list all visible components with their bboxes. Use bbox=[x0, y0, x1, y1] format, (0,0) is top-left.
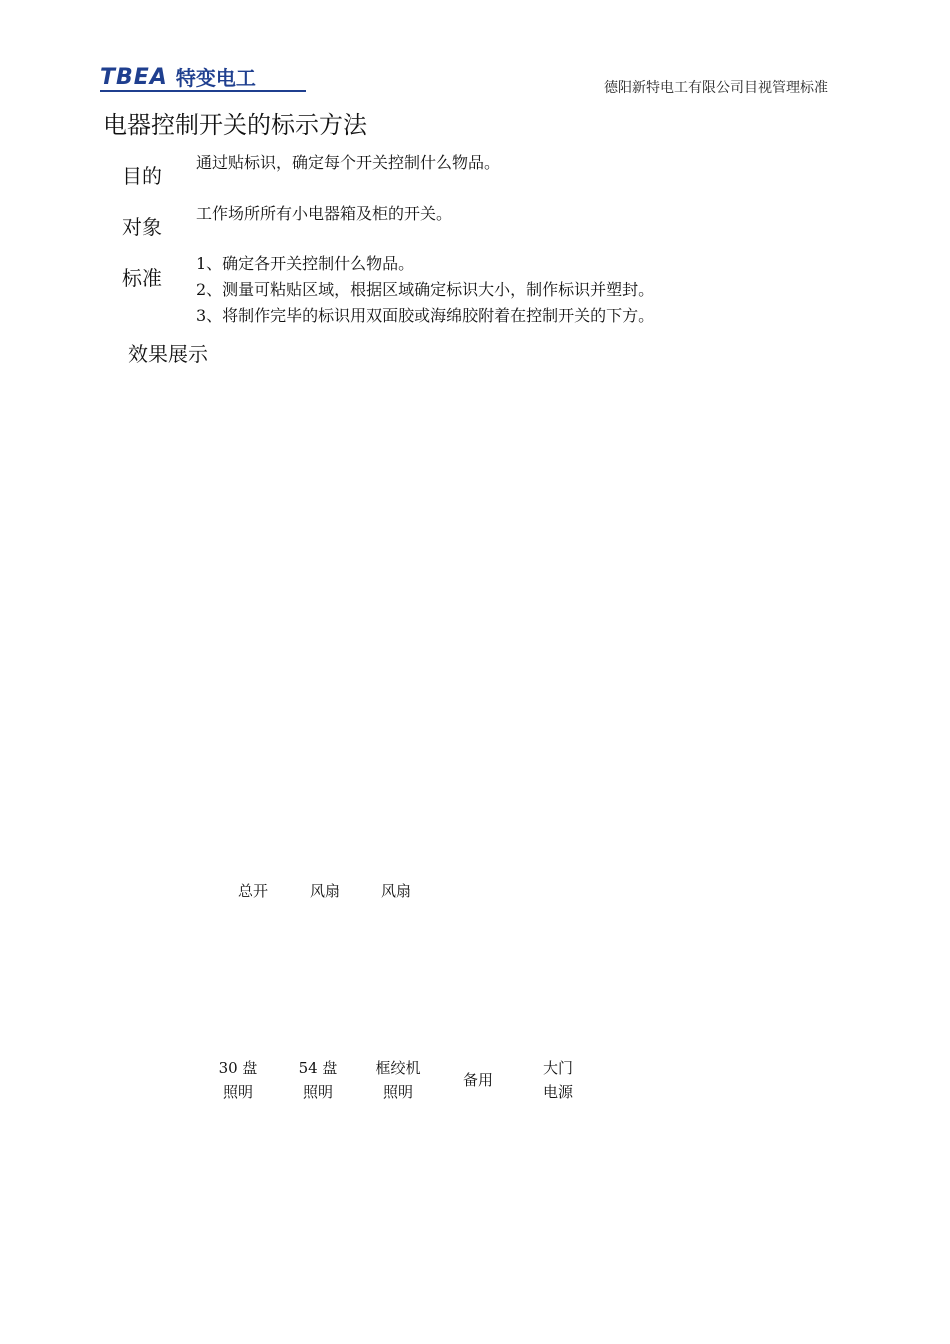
switch-label-gate-line1: 大门 bbox=[542, 1059, 573, 1077]
section-text-object bbox=[196, 201, 452, 227]
logo-underline bbox=[100, 90, 306, 92]
standard-line-3: 3、将制作完毕的标识用双面胶或海绵胶附着在控制开关的下方。 bbox=[196, 306, 655, 325]
switch-label-54-lighting bbox=[278, 1056, 358, 1104]
switch-label-frame-lighting bbox=[358, 1056, 438, 1104]
section-label-standard: 标准 bbox=[122, 266, 162, 290]
switch-label-54-line1: 54 盘 bbox=[298, 1059, 338, 1077]
company-logo bbox=[100, 66, 306, 90]
switch-label-gate-power bbox=[518, 1056, 598, 1104]
section-label-object: 对象 bbox=[122, 215, 162, 239]
switch-label-spare bbox=[438, 1068, 518, 1092]
section-label-purpose: 目的 bbox=[122, 164, 162, 188]
switch-label-spare-line1: 备用 bbox=[462, 1071, 493, 1089]
switch-label-30-line2: 照明 bbox=[222, 1083, 253, 1101]
logo-cjk-text: 特变电工 bbox=[175, 66, 256, 90]
standard-line-2: 2、测量可粘贴区域，根据区域确定标识大小，制作标识并塑封。 bbox=[196, 280, 655, 299]
switch-label-30-lighting bbox=[198, 1056, 278, 1104]
section-text-standard bbox=[196, 251, 654, 329]
standard-line-1: 1、确定各开关控制什么物品。 bbox=[196, 254, 415, 273]
object-line: 工作场所所有小电器箱及柜的开关。 bbox=[196, 204, 453, 223]
switch-label-54-line2: 照明 bbox=[302, 1083, 333, 1101]
switch-label-frame-line2: 照明 bbox=[382, 1083, 413, 1101]
switch-label-frame-line1: 框绞机 bbox=[375, 1059, 421, 1077]
switch-label-30-line1: 30 盘 bbox=[218, 1059, 258, 1077]
page-title: 电器控制开关的标示方法 bbox=[103, 111, 367, 139]
section-text-purpose bbox=[196, 150, 500, 176]
logo-latin-text: TBEA bbox=[100, 65, 168, 90]
purpose-line: 通过贴标识，确定每个开关控制什么物品。 bbox=[196, 153, 501, 172]
switch-label-gate-line2: 电源 bbox=[542, 1083, 573, 1101]
switch-label-fan-2: 风扇 bbox=[380, 882, 411, 900]
switch-label-main: 总开 bbox=[237, 882, 268, 900]
switch-label-fan-1: 风扇 bbox=[309, 882, 340, 900]
company-standard-caption: 德阳新特电工有限公司目视管理标准 bbox=[604, 80, 828, 96]
effect-heading: 效果展示 bbox=[128, 342, 208, 366]
